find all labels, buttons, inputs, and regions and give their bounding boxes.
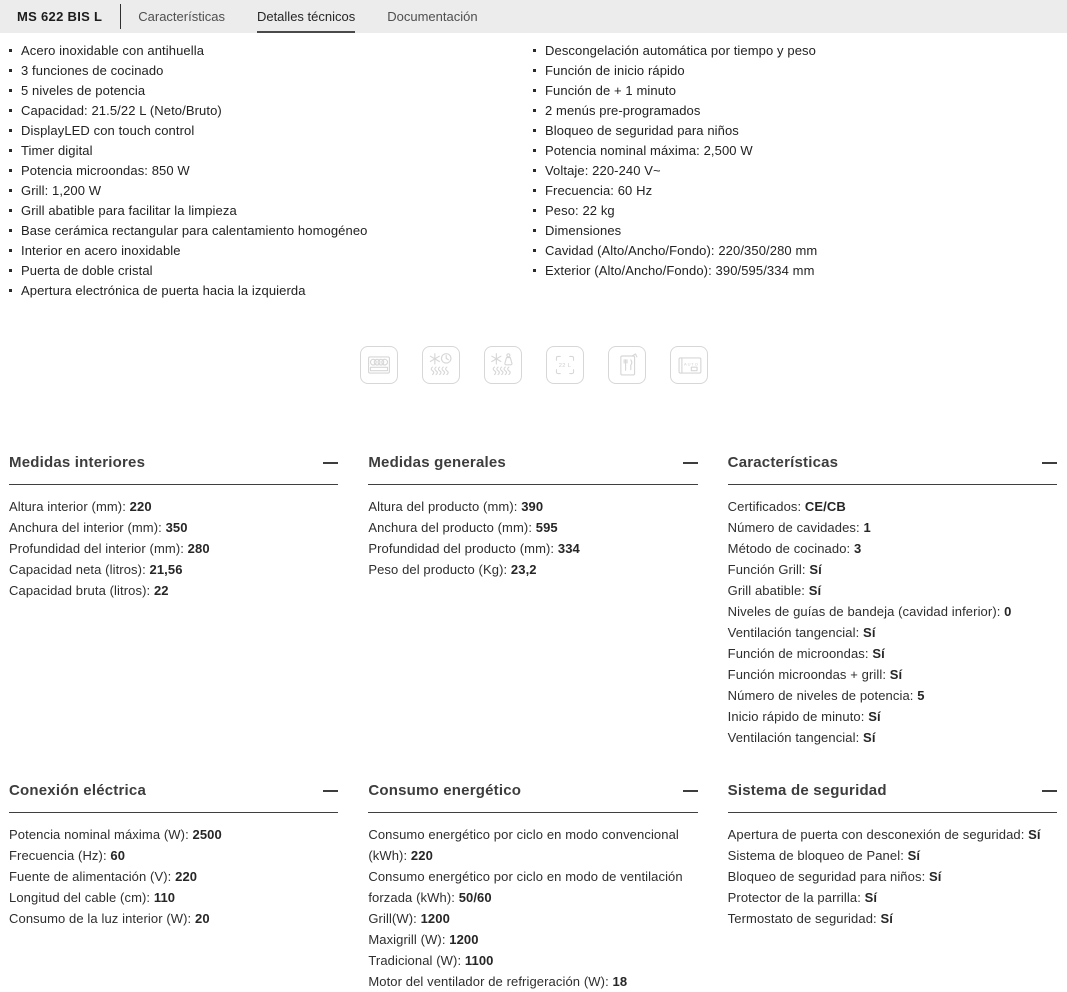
bullet-square-icon [9, 109, 12, 112]
spec-item-value: 50/60 [458, 890, 492, 905]
feature-text: Puerta de doble cristal [21, 263, 153, 278]
feature-item [533, 164, 1057, 178]
bullet-square-icon [9, 209, 12, 212]
spec-section-header [728, 782, 1057, 813]
spec-item-label: Apertura de puerta con desconexión de seguridad: [727, 827, 1029, 842]
bullet-square-icon [9, 69, 12, 72]
spec-section [9, 782, 338, 992]
feature-item [533, 144, 1057, 158]
feature-item [9, 84, 533, 98]
bullet-square-icon [9, 89, 12, 92]
minus-icon [323, 790, 338, 792]
spec-item-label: Longitud del cable (cm): [9, 890, 154, 905]
spec-item [9, 496, 338, 517]
spec-item-label: Peso del producto (Kg): [368, 562, 511, 577]
spec-section [728, 454, 1057, 748]
feature-text: 5 niveles de potencia [21, 83, 146, 98]
spec-item [9, 908, 338, 929]
spec-items [368, 824, 697, 992]
feature-text: Voltaje: 220-240 V~ [545, 163, 661, 178]
spec-item-value: Sí [889, 667, 903, 682]
spec-item-label: Grill(W): [368, 911, 421, 926]
spec-item [368, 538, 697, 559]
minus-icon [323, 462, 338, 464]
spec-item [9, 580, 338, 601]
spec-item [368, 517, 697, 538]
spec-item [728, 727, 1057, 748]
spec-section-title: Conexión eléctrica [9, 782, 146, 799]
bullet-square-icon [533, 229, 536, 232]
spec-item-label: Altura interior (mm): [9, 499, 130, 514]
bullet-square-icon [9, 189, 12, 192]
spec-items [728, 496, 1057, 748]
feature-item [533, 204, 1057, 218]
spec-item-label: Función microondas + grill: [727, 667, 890, 682]
spec-item [9, 824, 338, 845]
spec-item-label: Ventilación tangencial: [727, 625, 864, 640]
bullet-square-icon [9, 229, 12, 232]
feature-item [533, 224, 1057, 238]
feature-item [9, 184, 533, 198]
feature-item [9, 124, 533, 138]
spec-item-value: 110 [153, 890, 176, 905]
spec-section-title: Medidas generales [368, 454, 506, 471]
feature-text: Dimensiones [545, 223, 622, 238]
spec-item-value: 1 [863, 520, 871, 535]
spec-section-header [9, 454, 338, 485]
spec-item-value: 1100 [464, 953, 494, 968]
spec-item [728, 601, 1057, 622]
spec-item-label: Consumo energético por ciclo en modo de ventilación forzada (kWh): [368, 869, 683, 905]
spec-item [368, 824, 697, 866]
spec-section-title: Sistema de seguridad [727, 782, 887, 799]
bullet-square-icon [533, 109, 536, 112]
feature-lists [0, 38, 1067, 304]
spec-item-value: Sí [809, 562, 822, 577]
tab-detalles-tecnicos[interactable]: Detalles técnicos [257, 0, 355, 33]
bullet-square-icon [533, 49, 536, 52]
bullet-square-icon [533, 129, 536, 132]
spec-item-label: Número de niveles de potencia: [727, 688, 918, 703]
bullet-square-icon [533, 89, 536, 92]
minus-icon [1042, 790, 1057, 792]
feature-text: Peso: 22 kg [545, 203, 615, 218]
feature-item [9, 224, 533, 238]
spec-item [728, 685, 1057, 706]
spec-item-value: 334 [557, 541, 580, 556]
spec-item-value: Sí [907, 848, 921, 863]
spec-item-value: CE/CB [804, 499, 846, 514]
spec-item [9, 517, 338, 538]
spec-sections-grid [0, 454, 1067, 992]
spec-item [9, 887, 338, 908]
spec-item-label: Sistema de bloqueo de Panel: [727, 848, 908, 863]
bullet-square-icon [533, 169, 536, 172]
spec-item-label: Profundidad del interior (mm): [9, 541, 188, 556]
spec-item-label: Tradicional (W): [368, 953, 465, 968]
defrost-by-weight-icon [484, 346, 522, 384]
spec-item-value: 18 [612, 974, 628, 989]
spec-item-label: Capacidad bruta (litros): [9, 583, 154, 598]
spec-item-value: Sí [808, 583, 822, 598]
spec-item-value: 220 [129, 499, 152, 514]
spec-items [728, 824, 1057, 929]
spec-item [728, 580, 1057, 601]
spec-item-value: 3 [853, 541, 862, 556]
spec-item-value: 2500 [192, 827, 222, 842]
spec-item-value: 1200 [449, 932, 479, 947]
spec-item [728, 824, 1057, 845]
feature-text: Exterior (Alto/Ancho/Fondo): 390/595/334 mm [545, 263, 815, 278]
feature-item [533, 104, 1057, 118]
feature-item [533, 244, 1057, 258]
spec-section-title: Consumo energético [368, 782, 522, 799]
spec-section [9, 454, 338, 748]
bullet-square-icon [533, 189, 536, 192]
spec-section [368, 782, 697, 992]
spec-item-value: 1200 [420, 911, 450, 926]
tab-caracteristicas[interactable]: Características [138, 9, 225, 24]
spec-section-header [9, 782, 338, 813]
feature-text: 3 funciones de cocinado [21, 63, 164, 78]
spec-item-value: Sí [863, 730, 876, 745]
spec-item-value: 280 [187, 541, 210, 556]
tab-documentacion[interactable]: Documentación [387, 9, 478, 24]
spec-section [728, 782, 1057, 992]
spec-section-header [368, 782, 697, 813]
spec-item-label: Función de microondas: [727, 646, 873, 661]
bullet-square-icon [533, 69, 536, 72]
feature-text: Timer digital [21, 143, 93, 158]
feature-text: Función de inicio rápido [545, 63, 685, 78]
spec-item [368, 496, 697, 517]
feature-text: 2 menús pre-programados [545, 103, 701, 118]
spec-item [728, 908, 1057, 929]
bullet-square-icon [9, 49, 12, 52]
feature-text: Descongelación automática por tiempo y peso [545, 43, 816, 58]
spec-items [9, 824, 338, 929]
bullet-square-icon [533, 249, 536, 252]
spec-section-title: Medidas interiores [9, 454, 146, 471]
spec-item [728, 622, 1057, 643]
feature-text: Función de + 1 minuto [545, 83, 677, 98]
spec-item-value: Sí [868, 709, 881, 724]
spec-section-header [368, 454, 697, 485]
spec-item-label: Anchura del producto (mm): [368, 520, 536, 535]
feature-item [9, 144, 533, 158]
bullet-square-icon [533, 209, 536, 212]
feature-item [9, 244, 533, 258]
spec-item-label: Frecuencia (Hz): [9, 848, 111, 863]
spec-item [9, 538, 338, 559]
spec-item-value: Sí [1028, 827, 1041, 842]
product-name: MS 622 BIS L [17, 9, 103, 24]
spec-item-label: Método de cocinado: [727, 541, 854, 556]
svg-text:AUTO: AUTO [683, 361, 699, 367]
collapse-section-button[interactable] [1042, 458, 1057, 468]
collapse-section-button[interactable] [683, 458, 698, 468]
spec-item [9, 845, 338, 866]
spec-item-label: Niveles de guías de bandeja (cavidad inferior): [727, 604, 1005, 619]
feature-item [9, 204, 533, 218]
spec-item-value: Sí [864, 890, 878, 905]
feature-item [533, 64, 1057, 78]
spec-item [728, 517, 1057, 538]
feature-text: Cavidad (Alto/Ancho/Fondo): 220/350/280 mm [545, 243, 818, 258]
bullet-square-icon [9, 289, 12, 292]
spec-item-value: Sí [929, 869, 942, 884]
feature-text: Interior en acero inoxidable [21, 243, 181, 258]
product-tabs-bar [0, 0, 1067, 33]
feature-list-right [533, 44, 1057, 304]
spec-item [728, 559, 1057, 580]
spec-item-value: 220 [410, 848, 433, 863]
feature-text: Capacidad: 21.5/22 L (Neto/Bruto) [21, 103, 222, 118]
spec-item-label: Capacidad neta (litros): [9, 562, 150, 577]
feature-text: Acero inoxidable con antihuella [21, 43, 205, 58]
feature-text: DisplayLED con touch control [21, 123, 195, 138]
spec-item-label: Función Grill: [727, 562, 810, 577]
feature-item [9, 164, 533, 178]
spec-item [728, 845, 1057, 866]
spec-section-title: Características [727, 454, 839, 471]
bullet-square-icon [9, 169, 12, 172]
tabs [138, 0, 477, 33]
bullet-square-icon [533, 269, 536, 272]
spec-items [368, 496, 697, 580]
spec-item-value: 60 [110, 848, 126, 863]
spec-item-label: Potencia nominal máxima (W): [9, 827, 193, 842]
feature-item [533, 44, 1057, 58]
feature-item [533, 84, 1057, 98]
feature-item [533, 184, 1057, 198]
feature-text: Potencia microondas: 850 W [21, 163, 190, 178]
spec-item-label: Fuente de alimentación (V): [9, 869, 176, 884]
feature-list-left [9, 44, 533, 304]
feature-text: Grill abatible para facilitar la limpieza [21, 203, 237, 218]
bullet-square-icon [9, 129, 12, 132]
feature-text: Bloqueo de seguridad para niños [545, 123, 739, 138]
spec-item-label: Protector de la parrilla: [727, 890, 865, 905]
spec-section-header [728, 454, 1057, 485]
spec-item-value: 5 [917, 688, 925, 703]
spec-item-value: Sí [863, 625, 876, 640]
bullet-square-icon [9, 269, 12, 272]
feature-item [9, 44, 533, 58]
spec-item [9, 866, 338, 887]
spec-item-label: Consumo de la luz interior (W): [9, 911, 195, 926]
spec-item-value: 220 [175, 869, 198, 884]
spec-item-value: Sí [872, 646, 885, 661]
minus-icon [683, 462, 698, 464]
feature-text: Grill: 1,200 W [21, 183, 102, 198]
collapse-section-button[interactable] [683, 786, 698, 796]
spec-item-label: Altura del producto (mm): [368, 499, 522, 514]
feature-text: Base cerámica rectangular para calentamiento homogéneo [21, 223, 368, 238]
spec-item [728, 887, 1057, 908]
svg-text:22 L: 22 L [558, 362, 571, 369]
defrost-by-time-icon [422, 346, 460, 384]
bullet-square-icon [533, 149, 536, 152]
feature-text: Potencia nominal máxima: 2,500 W [545, 143, 753, 158]
spec-item [368, 559, 697, 580]
feature-item [9, 264, 533, 278]
minus-icon [1042, 462, 1057, 464]
capacity-icon [546, 346, 584, 384]
feature-text: Frecuencia: 60 Hz [545, 183, 653, 198]
spec-section [368, 454, 697, 748]
spec-item [368, 908, 697, 929]
spec-item-label: Consumo energético por ciclo en modo convencional (kWh): [368, 827, 679, 863]
spec-item-value: 20 [194, 911, 210, 926]
spec-item [728, 643, 1057, 664]
auto-display-icon [670, 346, 708, 384]
collapse-section-button[interactable] [323, 458, 338, 468]
feature-item [9, 64, 533, 78]
feature-item [9, 284, 533, 298]
spec-item-label: Bloqueo de seguridad para niños: [727, 869, 929, 884]
spec-item-label: Maxigrill (W): [368, 932, 450, 947]
spec-item [368, 929, 697, 950]
spec-item [728, 866, 1057, 887]
spec-item-value: 350 [165, 520, 188, 535]
feature-item [533, 264, 1057, 278]
spec-item-value: 23,2 [510, 562, 537, 577]
spec-item-value: 0 [1004, 604, 1012, 619]
spec-item [368, 866, 697, 908]
preprogrammed-menus-icon [608, 346, 646, 384]
collapse-section-button[interactable] [1042, 786, 1057, 796]
feature-text: Apertura electrónica de puerta hacia la izquierda [21, 283, 306, 298]
minus-icon [683, 790, 698, 792]
spec-item [368, 950, 697, 971]
spec-item [728, 496, 1057, 517]
spec-items [9, 496, 338, 601]
spec-item-label: Profundidad del producto (mm): [368, 541, 558, 556]
bullet-square-icon [9, 149, 12, 152]
spec-item-label: Número de cavidades: [727, 520, 864, 535]
collapse-section-button[interactable] [323, 786, 338, 796]
spec-item-label: Grill abatible: [727, 583, 809, 598]
spec-item [728, 538, 1057, 559]
spec-item-label: Anchura del interior (mm): [9, 520, 166, 535]
spec-item-label: Ventilación tangencial: [727, 730, 864, 745]
grill-element-icon [360, 346, 398, 384]
spec-item [728, 664, 1057, 685]
spec-item-value: 390 [521, 499, 544, 514]
bullet-square-icon [9, 249, 12, 252]
spec-item-value: 22 [153, 583, 169, 598]
feature-item [533, 124, 1057, 138]
spec-item-label: Termostato de seguridad: [727, 911, 881, 926]
spec-item-value: Sí [880, 911, 893, 926]
spec-item-label: Motor del ventilador de refrigeración (W): [368, 974, 613, 989]
spec-item-label: Certificados: [727, 499, 805, 514]
feature-item [9, 104, 533, 118]
topbar-divider [120, 4, 121, 29]
spec-item [9, 559, 338, 580]
spec-item [368, 971, 697, 992]
spec-item-label: Inicio rápido de minuto: [727, 709, 869, 724]
feature-badges-row [0, 346, 1067, 384]
spec-item-value: 21,56 [149, 562, 183, 577]
spec-item-value: 595 [535, 520, 558, 535]
spec-item [728, 706, 1057, 727]
